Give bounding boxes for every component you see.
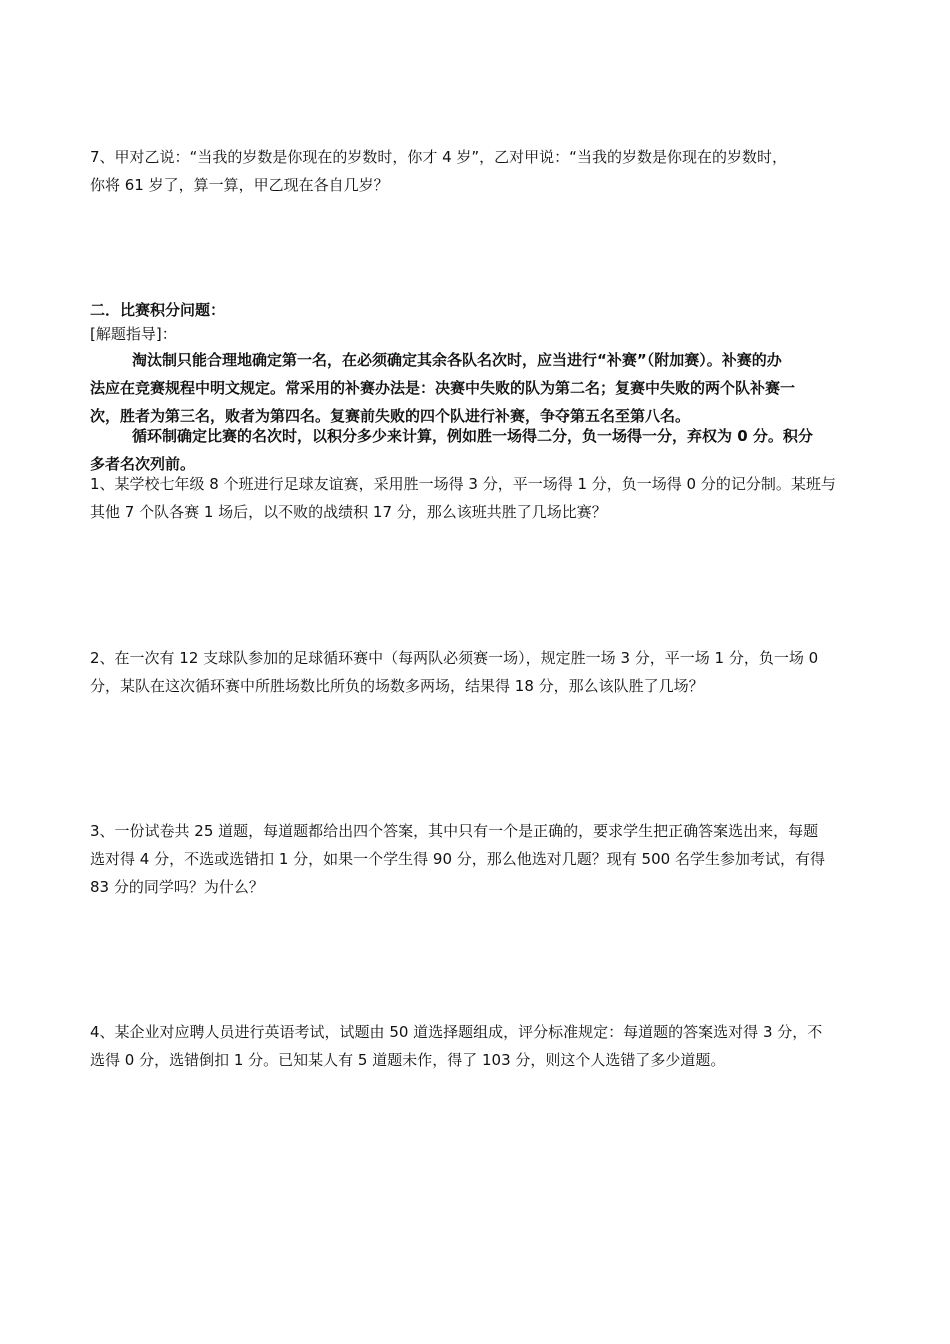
section-heading-text: 二．比赛积分问题： bbox=[90, 301, 226, 319]
problem-1-line-1: 1、某学校七年级 8 个班进行足球友谊赛，采用胜一场得 3 分，平一场得 1 分，负一场得 0 分的记分制。某班与 bbox=[90, 475, 836, 493]
question-7-line-1: 7、甲对乙说：“当我的岁数是你现在的岁数时，你才 4 岁”，乙对甲说：“当我的岁数是你现在的岁数时， bbox=[90, 148, 787, 166]
problem-4-line-1: 4、某企业对应聘人员进行英语考试，试题由 50 道选择题组成，评分标准规定：每道题的答案选对得 3 分，不 bbox=[90, 1023, 823, 1041]
guide-paragraph-1 bbox=[90, 346, 870, 430]
guide-p2-line-1: 循环制确定比赛的名次时，以积分多少来计算，例如胜一场得二分，负一场得一分，弃权为 0 分。积分 bbox=[132, 427, 813, 445]
question-7 bbox=[90, 143, 870, 199]
question-7-line-2: 你将 61 岁了，算一算，甲乙现在各自几岁？ bbox=[90, 176, 389, 194]
problem-3-line-2: 选对得 4 分，不选或选错扣 1 分，如果一个学生得 90 分，那么他选对几题？现有 500 名学生参加考试，有得 bbox=[90, 850, 825, 868]
guide-label bbox=[90, 320, 870, 348]
problem-3-line-1: 3、一份试卷共 25 道题，每道题都给出四个答案，其中只有一个是正确的，要求学生把正确答案选出来，每题 bbox=[90, 822, 819, 840]
problem-2 bbox=[90, 644, 870, 700]
problem-4-line-2: 选得 0 分，选错倒扣 1 分。已知某人有 5 道题未作，得了 103 分，则这个人选错了多少道题。 bbox=[90, 1051, 726, 1069]
problem-3-line-3: 83 分的同学吗？为什么？ bbox=[90, 878, 264, 896]
problem-4 bbox=[90, 1018, 870, 1074]
guide-p1-line-1: 淘汰制只能合理地确定第一名，在必须确定其余各队名次时，应当进行“补赛”（附加赛）。补赛的办 bbox=[132, 351, 782, 369]
guide-p1-line-2: 法应在竞赛规程中明文规定。常采用的补赛办法是：决赛中失败的队为第二名；复赛中失败的两个队补赛一 bbox=[90, 379, 796, 397]
guide-label-text: [解题指导]： bbox=[90, 325, 177, 343]
problem-1 bbox=[90, 470, 870, 526]
guide-p1-line-3: 次，胜者为第三名，败者为第四名。复赛前失败的四个队进行补赛，争夺第五名至第八名。 bbox=[90, 407, 691, 425]
problem-2-line-1: 2、在一次有 12 支球队参加的足球循环赛中（每两队必须赛一场），规定胜一场 3 分，平一场 1 分，负一场 0 bbox=[90, 649, 819, 667]
problem-2-line-2: 分，某队在这次循环赛中所胜场数比所负的场数多两场，结果得 18 分，那么该队胜了几场？ bbox=[90, 677, 704, 695]
guide-p2-line-2: 多者名次列前。 bbox=[90, 455, 196, 473]
problem-1-line-2: 其他 7 个队各赛 1 场后，以不败的战绩积 17 分，那么该班共胜了几场比赛？ bbox=[90, 503, 607, 521]
problem-3 bbox=[90, 817, 870, 901]
